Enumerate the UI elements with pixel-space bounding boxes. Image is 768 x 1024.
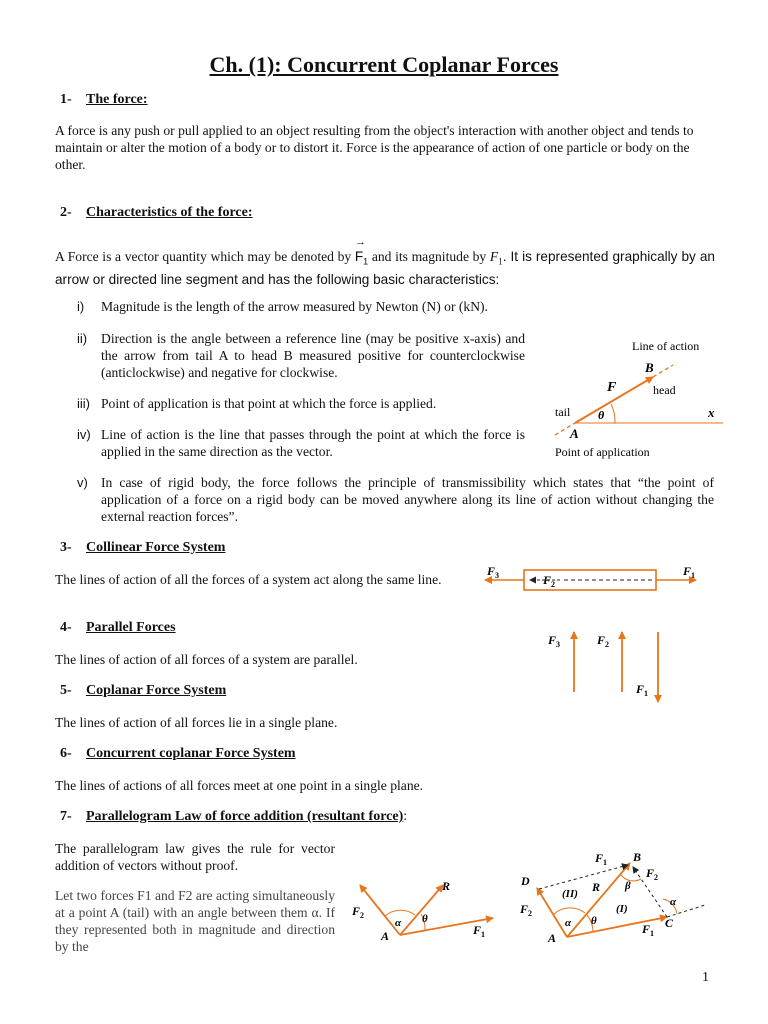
list-item-text: Magnitude is the length of the arrow measured by Newton (N) or (kN).	[101, 299, 488, 314]
f2-right-label: $F_2$	[646, 866, 659, 882]
section-title: The force:	[86, 92, 148, 107]
intro-text: A Force is a vector quantity which may be denoted by	[55, 249, 352, 264]
list-item-text: Direction is the angle between a reference line (may be positive x-axis) and the arrow from tail A to head B measured positive for counterclockwise (anticlockwise) and negative for clockwise.	[101, 331, 525, 380]
x-axis-label: x	[708, 405, 715, 420]
list-item-text: In case of rigid body, the force follows the principle of transmissibility which states that “the point of application of a force on a rigid body can be moved anywhere along its line of action without changing the external reaction forces”.	[101, 475, 714, 524]
r-label: R	[592, 880, 601, 894]
f1-top-label: $F_1$	[595, 851, 608, 867]
section-number: 1-	[60, 92, 72, 107]
list-item-text: Point of application is that point at which the force is applied.	[101, 396, 437, 411]
parallel-forces-figure	[540, 620, 670, 705]
intro-text: and its magnitude by	[371, 249, 487, 264]
section-5-heading	[60, 683, 226, 699]
section-number: 3-	[60, 540, 72, 555]
point-a-label: A	[381, 929, 390, 943]
section-6-text: The lines of actions of all forces meet at one point in a single plane.	[55, 778, 424, 793]
theta-label: θ	[422, 913, 428, 925]
vector-letter: F	[354, 249, 364, 264]
f1-bottom-label: $F_1$	[642, 922, 655, 938]
f1-label: $F_1$	[636, 682, 649, 698]
section-title: Concurrent coplanar Force System	[86, 746, 296, 761]
vector-arrow-glyph: →	[354, 236, 366, 248]
section-3-heading	[60, 540, 225, 556]
f1-label: $F_1$	[683, 564, 696, 580]
point-a-label: A	[570, 426, 579, 441]
tail-label: tail	[555, 405, 571, 419]
list-marker: v)	[77, 475, 88, 490]
magnitude-symbol	[489, 249, 503, 267]
section-6-heading	[60, 746, 296, 762]
line-of-action-label: Line of action	[632, 339, 700, 353]
magnitude-subscript: 1	[498, 256, 503, 267]
point-a-label: A	[548, 931, 557, 945]
collinear-force-figure	[480, 560, 700, 600]
two-forces-figure	[345, 870, 505, 950]
angle-arc	[611, 404, 615, 423]
list-marker: i)	[77, 299, 85, 314]
section-title: Parallel Forces	[86, 620, 176, 635]
alpha-label: α	[395, 917, 402, 929]
triangle-ii-label: (II)	[562, 888, 578, 900]
parallelogram-figure	[515, 845, 715, 950]
list-item	[77, 395, 525, 412]
f1-label: $F_1$	[473, 923, 486, 939]
section-title-colon: :	[403, 809, 408, 824]
point-b-label: B	[633, 850, 642, 864]
list-marker: iv)	[77, 427, 91, 442]
section-4-heading	[60, 620, 176, 636]
vector-f1-symbol	[354, 236, 369, 271]
f2-label: $F_2$	[352, 904, 365, 920]
section-number: 2-	[60, 205, 72, 220]
section-title: Coplanar Force System	[86, 683, 227, 698]
list-item	[77, 426, 525, 460]
section-5-text: The lines of action of all forces lie in a single plane.	[55, 715, 338, 730]
force-f-label: F	[607, 380, 617, 395]
section-4-text: The lines of action of all forces of a system are parallel.	[55, 652, 358, 667]
force-f2-arrow	[360, 885, 400, 935]
f2-label: $F_2$	[543, 573, 556, 589]
section-title: Collinear Force System	[86, 540, 226, 555]
intro-text: . It is represented graphically by an arrow or directed line segment and has the following basic characteristics:	[55, 249, 715, 287]
point-c-label: C	[665, 916, 674, 930]
section-title: Characteristics of the force:	[86, 205, 253, 220]
section-2-intro	[55, 236, 715, 288]
section-7-paragraph-1: The parallelogram law gives the rule for vector addition of vectors without proof.	[55, 841, 335, 873]
f2-label: $F_2$	[597, 633, 610, 649]
page-number: 1	[702, 970, 709, 985]
point-b-label: B	[645, 360, 654, 375]
theta-label: θ	[598, 408, 605, 422]
alpha-arc	[553, 908, 585, 915]
section-number: 7-	[60, 809, 72, 824]
beta-arc	[621, 875, 641, 881]
alpha-right-label: α	[670, 896, 677, 908]
f3-label: $F_3$	[548, 633, 561, 649]
triangle-i-label: (I)	[616, 903, 628, 915]
section-number: 5-	[60, 683, 72, 698]
list-item	[77, 330, 525, 381]
section-3-text: The lines of action of all the forces of a system act along the same line.	[55, 572, 442, 587]
list-marker: ii)	[77, 331, 88, 346]
r-label: R	[442, 879, 451, 893]
list-item-text: Line of action is the line that passes through the point at which the force is applied in the same direction as the vector.	[101, 427, 525, 459]
head-label: head	[653, 383, 676, 397]
section-number: 6-	[60, 746, 72, 761]
magnitude-letter: F	[489, 249, 499, 264]
section-7-paragraph-2: Let two forces F1 and F2 are acting simultaneously at a point A (tail) with an angle between them α. If they represented both in magnitude and direction by the	[55, 888, 335, 954]
list-marker: iii)	[77, 396, 90, 411]
line-of-action-dashed	[653, 365, 673, 377]
beta-label: β	[625, 880, 631, 892]
list-item	[77, 298, 571, 315]
section-title: Parallelogram Law of force addition (resultant force)	[86, 809, 404, 824]
theta-label: θ	[591, 915, 597, 927]
list-item	[77, 474, 714, 525]
vector-subscript: 1	[363, 256, 369, 267]
f3-label: $F_3$	[487, 564, 500, 580]
force-characteristics-figure	[545, 335, 735, 465]
alpha-label: α	[565, 917, 572, 929]
force-f1-translated	[539, 865, 628, 889]
section-number: 4-	[60, 620, 72, 635]
point-of-application-label: Point of application	[555, 445, 650, 459]
section-1-heading	[60, 92, 148, 108]
section-7-heading	[60, 809, 407, 825]
page-title: Ch. (1): Concurrent Coplanar Forces	[209, 52, 559, 77]
alpha-arc	[385, 910, 415, 916]
point-d-label: D	[521, 874, 530, 888]
section-2-heading	[60, 205, 253, 221]
section-1-text: A force is any push or pull applied to an object resulting from the object's interaction with another object and tends to maintain or alter the motion of a body or to distort it. Force is the appearance of action of one particle or body on the other.	[55, 123, 694, 172]
f2-left-label: $F_2$	[520, 902, 533, 918]
